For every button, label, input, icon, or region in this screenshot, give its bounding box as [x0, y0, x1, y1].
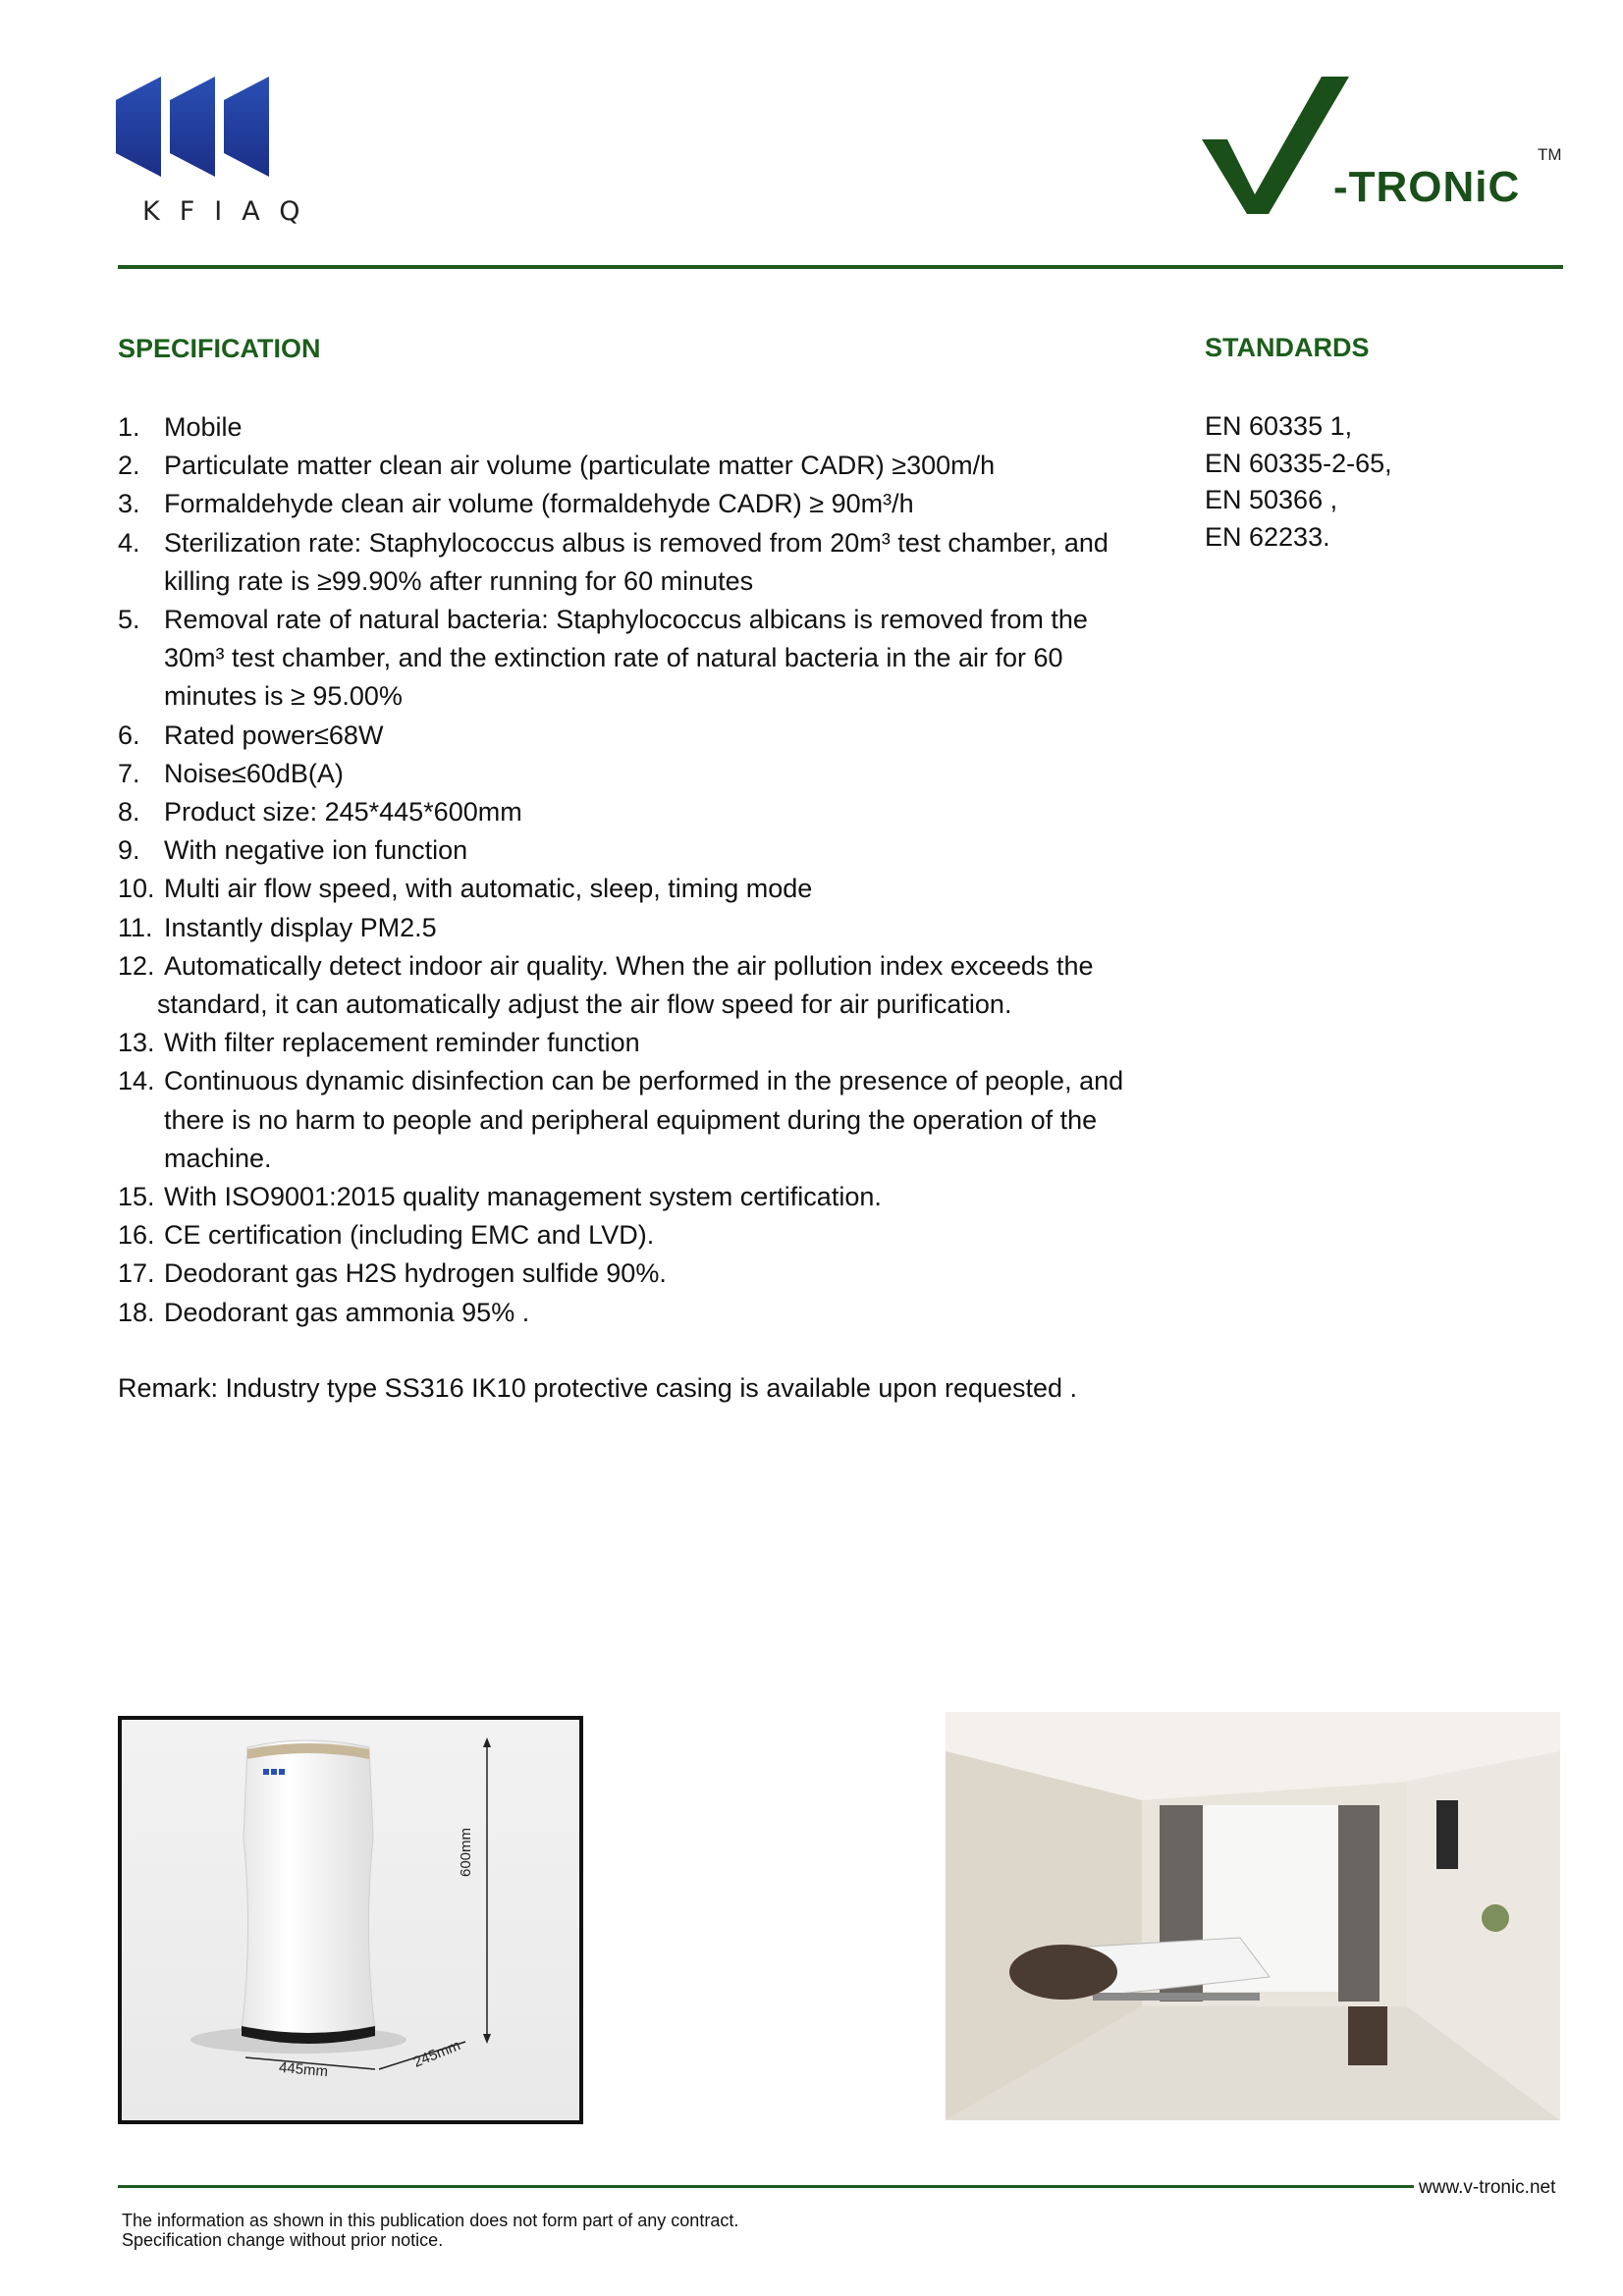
standard-item: EN 50366 ,	[1205, 485, 1338, 514]
room-illustration	[946, 1712, 1560, 2120]
item-number: 2.	[118, 451, 140, 481]
item-number: 18.	[118, 1297, 155, 1327]
item-text: Multi air flow speed, with automatic, sleep, timing mode	[164, 874, 813, 904]
item-text: Removal rate of natural bacteria: Staphylococcus albicans is removed from the 30m³ test chamber, and the extinction rate of natural bacteria in the air for 60 minutes is ≥ 95.00%	[164, 605, 1088, 712]
item-number: 1.	[118, 412, 140, 442]
item-number: 10.	[118, 874, 155, 904]
item-text: Mobile	[164, 412, 243, 442]
item-text: Sterilization rate: Staphylococcus albus is removed from 20m³ test chamber, and killing rate is ≥99.90% after running for 60 minutes	[164, 527, 1109, 596]
hospital-room-photo	[946, 1712, 1560, 2120]
product-image	[118, 1716, 583, 2124]
item-number: 8.	[118, 797, 140, 828]
item-number: 3.	[118, 489, 140, 519]
remark-text: Remark: Industry type SS316 IK10 protective casing is available upon requested .	[118, 1373, 1078, 1403]
item-text: CE certification (including EMC and LVD).	[164, 1220, 655, 1251]
item-number: 14.	[118, 1066, 155, 1096]
standard-item: EN 60335 1,	[1205, 411, 1353, 441]
item-number: 11.	[118, 912, 153, 942]
list-item	[118, 870, 1159, 908]
kfiaq-wordmark: KFIAQ	[142, 196, 320, 227]
list-item	[118, 717, 1159, 755]
width-dimension-label: 445mm	[278, 2058, 329, 2081]
specification-list	[118, 408, 1159, 1332]
item-number: 5.	[118, 605, 140, 635]
list-item	[118, 524, 1146, 601]
item-number: 4.	[118, 527, 140, 558]
website-link[interactable]: www.v-tronic.net	[1419, 2177, 1556, 2198]
depth-dimension-label: 245mm	[410, 2037, 463, 2071]
item-text: Particulate matter clean air volume (particulate matter CADR) ≥300m/h	[164, 451, 996, 481]
item-text: Automatically detect indoor air quality. When the air pollution index exceeds the standard, it can automatically adjust the air flow speed for air purification.	[157, 950, 1094, 1020]
item-text: Deodorant gas H2S hydrogen sulfide 90%.	[164, 1258, 667, 1289]
list-item	[118, 1024, 1159, 1062]
height-dimension-label: 600mm	[458, 1827, 474, 1877]
item-text: Deodorant gas ammonia 95% .	[164, 1297, 530, 1327]
list-item	[118, 1062, 1146, 1178]
standards-heading: STANDARDS	[1205, 333, 1370, 362]
list-item	[118, 601, 1151, 717]
item-number: 6.	[118, 720, 140, 750]
item-text: Noise≤60dB(A)	[164, 758, 344, 788]
item-number: 17.	[118, 1258, 155, 1289]
item-text: With filter replacement reminder function	[164, 1028, 640, 1058]
item-text: Product size: 245*445*600mm	[164, 797, 522, 828]
item-number: 12.	[118, 950, 155, 981]
specification-heading: SPECIFICATION	[118, 334, 321, 363]
item-number: 13.	[118, 1028, 155, 1058]
item-number: 9.	[118, 835, 140, 866]
list-item	[118, 909, 1159, 947]
trademark-symbol: TM	[1538, 145, 1562, 164]
disclaimer-line: The information as shown in this publication does not form part of any contract.	[122, 2211, 739, 2230]
list-item	[118, 485, 1159, 523]
list-item	[118, 947, 1159, 1024]
item-text: Continuous dynamic disinfection can be performed in the presence of people, and there is no harm to people and peripheral equipment during the operation of the machine.	[164, 1066, 1124, 1173]
vtronic-wordmark: -TRONiC	[1333, 163, 1521, 211]
item-number: 16.	[118, 1220, 155, 1251]
item-text: Instantly display PM2.5	[164, 912, 437, 942]
item-text: With ISO9001:2015 quality management system certification.	[164, 1182, 882, 1212]
list-item	[118, 408, 1159, 447]
air-purifier-illustration	[122, 1720, 579, 2120]
list-item	[118, 1216, 1159, 1255]
list-item	[118, 831, 1159, 870]
disclaimer	[122, 2211, 738, 2250]
standard-item: EN 62233.	[1205, 521, 1330, 552]
item-number: 7.	[118, 758, 140, 788]
footer-divider	[118, 2185, 1414, 2188]
list-item	[118, 1178, 1159, 1216]
list-item	[118, 1294, 1159, 1332]
item-text: Formaldehyde clean air volume (formaldehyde CADR) ≥ 90m³/h	[164, 489, 914, 519]
item-text: With negative ion function	[164, 835, 468, 866]
standards-list	[1205, 408, 1392, 556]
list-item	[118, 793, 1159, 831]
item-text: Rated power≤68W	[164, 720, 384, 750]
list-item	[118, 755, 1159, 793]
standard-item: EN 60335-2-65,	[1205, 448, 1392, 478]
list-item	[118, 447, 1159, 485]
item-number: 15.	[118, 1182, 155, 1212]
disclaimer-line: Specification change without prior notice.	[122, 2230, 444, 2250]
list-item	[118, 1255, 1159, 1293]
header-divider	[118, 265, 1563, 269]
